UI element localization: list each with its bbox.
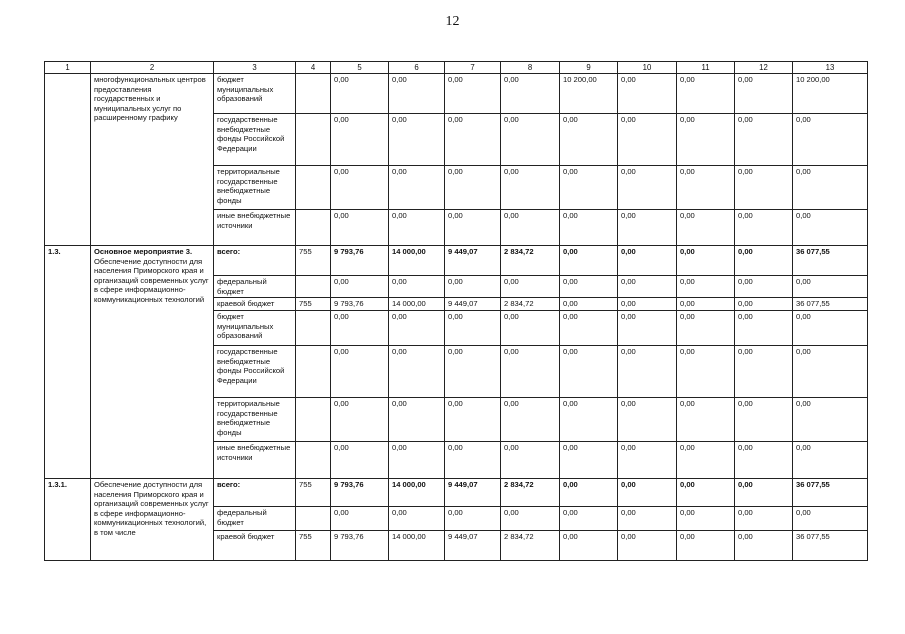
funding-source: иные внебюджетные источники: [214, 210, 296, 246]
amount-cell: 0,00: [331, 507, 389, 531]
budget-table: [44, 61, 868, 561]
amount-cell: 2 834,72: [501, 246, 560, 276]
column-header: 11: [677, 62, 735, 74]
amount-cell: 36 077,55: [793, 479, 868, 507]
budget-code: [296, 311, 331, 346]
amount-cell: 0,00: [793, 276, 868, 298]
amount-cell: 9 793,76: [331, 298, 389, 311]
row-number: [45, 74, 91, 246]
column-header: 3: [214, 62, 296, 74]
amount-cell: 9 449,07: [445, 531, 501, 561]
amount-cell: 0,00: [793, 507, 868, 531]
budget-code: [296, 166, 331, 210]
funding-source: иные внебюджетные источники: [214, 442, 296, 479]
amount-cell: 0,00: [389, 346, 445, 398]
amount-cell: 0,00: [560, 114, 618, 166]
budget-code: 755: [296, 298, 331, 311]
amount-cell: 0,00: [501, 311, 560, 346]
amount-cell: 14 000,00: [389, 479, 445, 507]
budget-code: [296, 276, 331, 298]
amount-cell: 0,00: [501, 166, 560, 210]
amount-cell: 0,00: [331, 398, 389, 442]
column-header: 7: [445, 62, 501, 74]
amount-cell: 0,00: [389, 276, 445, 298]
column-header: 8: [501, 62, 560, 74]
amount-cell: 0,00: [445, 346, 501, 398]
amount-cell: 14 000,00: [389, 531, 445, 561]
amount-cell: 0,00: [618, 246, 677, 276]
amount-cell: 0,00: [735, 479, 793, 507]
amount-cell: 0,00: [677, 507, 735, 531]
budget-code: [296, 74, 331, 114]
amount-cell: 0,00: [501, 442, 560, 479]
amount-cell: 9 449,07: [445, 298, 501, 311]
table-row: [45, 246, 868, 276]
amount-cell: 0,00: [560, 166, 618, 210]
amount-cell: 0,00: [389, 507, 445, 531]
amount-cell: 0,00: [677, 531, 735, 561]
amount-cell: 0,00: [618, 276, 677, 298]
amount-cell: 0,00: [677, 166, 735, 210]
activity-name: многофункциональных центров предоставления государственных и муниципальных услуг по расширенному графику: [91, 74, 214, 246]
amount-cell: 0,00: [618, 114, 677, 166]
amount-cell: 0,00: [618, 210, 677, 246]
amount-cell: 0,00: [389, 210, 445, 246]
amount-cell: 0,00: [389, 74, 445, 114]
funding-source: государственные внебюджетные фонды Российской Федерации: [214, 114, 296, 166]
amount-cell: 0,00: [618, 166, 677, 210]
amount-cell: 2 834,72: [501, 531, 560, 561]
amount-cell: 0,00: [560, 398, 618, 442]
amount-cell: 0,00: [501, 346, 560, 398]
funding-source: всего:: [214, 246, 296, 276]
amount-cell: 0,00: [677, 298, 735, 311]
amount-cell: 0,00: [793, 398, 868, 442]
amount-cell: 0,00: [735, 346, 793, 398]
amount-cell: 0,00: [793, 346, 868, 398]
column-header: 4: [296, 62, 331, 74]
column-header: 6: [389, 62, 445, 74]
amount-cell: 0,00: [445, 398, 501, 442]
amount-cell: 0,00: [445, 166, 501, 210]
amount-cell: 0,00: [445, 311, 501, 346]
amount-cell: 0,00: [331, 442, 389, 479]
column-header: 2: [91, 62, 214, 74]
amount-cell: 0,00: [445, 507, 501, 531]
amount-cell: 0,00: [501, 507, 560, 531]
budget-code: [296, 210, 331, 246]
activity-name: Обеспечение доступности для населения Приморского края и организаций современных услуг в сфере информационно-коммуникационных технологий, в том числе: [91, 479, 214, 561]
table-row: [45, 74, 868, 114]
table-row: [45, 479, 868, 507]
amount-cell: 0,00: [735, 531, 793, 561]
budget-code: [296, 442, 331, 479]
amount-cell: 0,00: [735, 298, 793, 311]
amount-cell: 0,00: [793, 210, 868, 246]
amount-cell: 0,00: [560, 276, 618, 298]
amount-cell: 0,00: [501, 276, 560, 298]
amount-cell: 0,00: [618, 479, 677, 507]
amount-cell: 0,00: [331, 276, 389, 298]
funding-source: всего:: [214, 479, 296, 507]
amount-cell: 36 077,55: [793, 246, 868, 276]
column-header: 13: [793, 62, 868, 74]
column-header: 5: [331, 62, 389, 74]
amount-cell: 0,00: [389, 311, 445, 346]
budget-code: 755: [296, 531, 331, 561]
amount-cell: 0,00: [501, 210, 560, 246]
amount-cell: 0,00: [793, 442, 868, 479]
amount-cell: 9 793,76: [331, 531, 389, 561]
column-header: 10: [618, 62, 677, 74]
amount-cell: 0,00: [445, 114, 501, 166]
amount-cell: 0,00: [560, 298, 618, 311]
amount-cell: 36 077,55: [793, 298, 868, 311]
amount-cell: 0,00: [735, 507, 793, 531]
budget-code: 755: [296, 246, 331, 276]
amount-cell: 9 793,76: [331, 479, 389, 507]
amount-cell: 0,00: [677, 210, 735, 246]
amount-cell: 2 834,72: [501, 479, 560, 507]
amount-cell: 0,00: [677, 479, 735, 507]
amount-cell: 10 200,00: [560, 74, 618, 114]
amount-cell: 0,00: [735, 74, 793, 114]
column-header: 9: [560, 62, 618, 74]
budget-code: 755: [296, 479, 331, 507]
amount-cell: 0,00: [331, 74, 389, 114]
amount-cell: 0,00: [735, 246, 793, 276]
header-row: [45, 62, 868, 74]
funding-source: территориальные государственные внебюджетные фонды: [214, 398, 296, 442]
funding-source: бюджет муниципальных образований: [214, 311, 296, 346]
amount-cell: 0,00: [677, 74, 735, 114]
amount-cell: 9 449,07: [445, 479, 501, 507]
budget-code: [296, 398, 331, 442]
amount-cell: 0,00: [618, 442, 677, 479]
amount-cell: 0,00: [677, 246, 735, 276]
amount-cell: 0,00: [735, 398, 793, 442]
amount-cell: 0,00: [735, 311, 793, 346]
budget-code: [296, 346, 331, 398]
amount-cell: 0,00: [331, 210, 389, 246]
funding-source: краевой бюджет: [214, 531, 296, 561]
amount-cell: 0,00: [560, 479, 618, 507]
amount-cell: 0,00: [618, 398, 677, 442]
amount-cell: 0,00: [618, 311, 677, 346]
amount-cell: 0,00: [560, 246, 618, 276]
amount-cell: 0,00: [735, 210, 793, 246]
amount-cell: 0,00: [618, 346, 677, 398]
amount-cell: 0,00: [735, 442, 793, 479]
budget-code: [296, 507, 331, 531]
row-number: 1.3.1.: [45, 479, 91, 561]
amount-cell: 14 000,00: [389, 298, 445, 311]
row-number: 1.3.: [45, 246, 91, 479]
amount-cell: 0,00: [618, 74, 677, 114]
funding-source: бюджет муниципальных образований: [214, 74, 296, 114]
amount-cell: 10 200,00: [793, 74, 868, 114]
amount-cell: 0,00: [501, 74, 560, 114]
amount-cell: 0,00: [445, 442, 501, 479]
amount-cell: 0,00: [560, 531, 618, 561]
amount-cell: 0,00: [677, 442, 735, 479]
column-header: 1: [45, 62, 91, 74]
amount-cell: 9 793,76: [331, 246, 389, 276]
amount-cell: 0,00: [677, 311, 735, 346]
amount-cell: 0,00: [331, 346, 389, 398]
amount-cell: 0,00: [793, 114, 868, 166]
activity-name: Основное мероприятие 3. Обеспечение доступности для населения Приморского края и организаций современных услуг в сфере информационно-коммуникационных технологий: [91, 246, 214, 479]
amount-cell: 0,00: [331, 114, 389, 166]
column-header: 12: [735, 62, 793, 74]
amount-cell: 9 449,07: [445, 246, 501, 276]
amount-cell: 0,00: [389, 398, 445, 442]
amount-cell: 14 000,00: [389, 246, 445, 276]
amount-cell: 0,00: [445, 210, 501, 246]
funding-source: государственные внебюджетные фонды Российской Федерации: [214, 346, 296, 398]
funding-source: территориальные государственные внебюджетные фонды: [214, 166, 296, 210]
budget-code: [296, 114, 331, 166]
amount-cell: 0,00: [677, 114, 735, 166]
funding-source: краевой бюджет: [214, 298, 296, 311]
amount-cell: 0,00: [793, 166, 868, 210]
amount-cell: 0,00: [735, 166, 793, 210]
amount-cell: 0,00: [331, 311, 389, 346]
amount-cell: 0,00: [735, 114, 793, 166]
amount-cell: 0,00: [560, 442, 618, 479]
funding-source: федеральный бюджет: [214, 276, 296, 298]
amount-cell: 0,00: [501, 398, 560, 442]
amount-cell: 0,00: [793, 311, 868, 346]
amount-cell: 0,00: [445, 276, 501, 298]
amount-cell: 0,00: [331, 166, 389, 210]
page-number: 12: [445, 14, 460, 29]
amount-cell: 36 077,55: [793, 531, 868, 561]
amount-cell: 0,00: [618, 298, 677, 311]
amount-cell: 0,00: [560, 210, 618, 246]
amount-cell: 0,00: [445, 74, 501, 114]
amount-cell: 0,00: [560, 346, 618, 398]
amount-cell: 0,00: [618, 507, 677, 531]
amount-cell: 0,00: [389, 166, 445, 210]
amount-cell: 0,00: [389, 442, 445, 479]
amount-cell: 2 834,72: [501, 298, 560, 311]
amount-cell: 0,00: [560, 507, 618, 531]
amount-cell: 0,00: [501, 114, 560, 166]
amount-cell: 0,00: [735, 276, 793, 298]
amount-cell: 0,00: [677, 346, 735, 398]
amount-cell: 0,00: [677, 398, 735, 442]
amount-cell: 0,00: [389, 114, 445, 166]
funding-source: федеральный бюджет: [214, 507, 296, 531]
amount-cell: 0,00: [677, 276, 735, 298]
amount-cell: 0,00: [618, 531, 677, 561]
amount-cell: 0,00: [560, 311, 618, 346]
